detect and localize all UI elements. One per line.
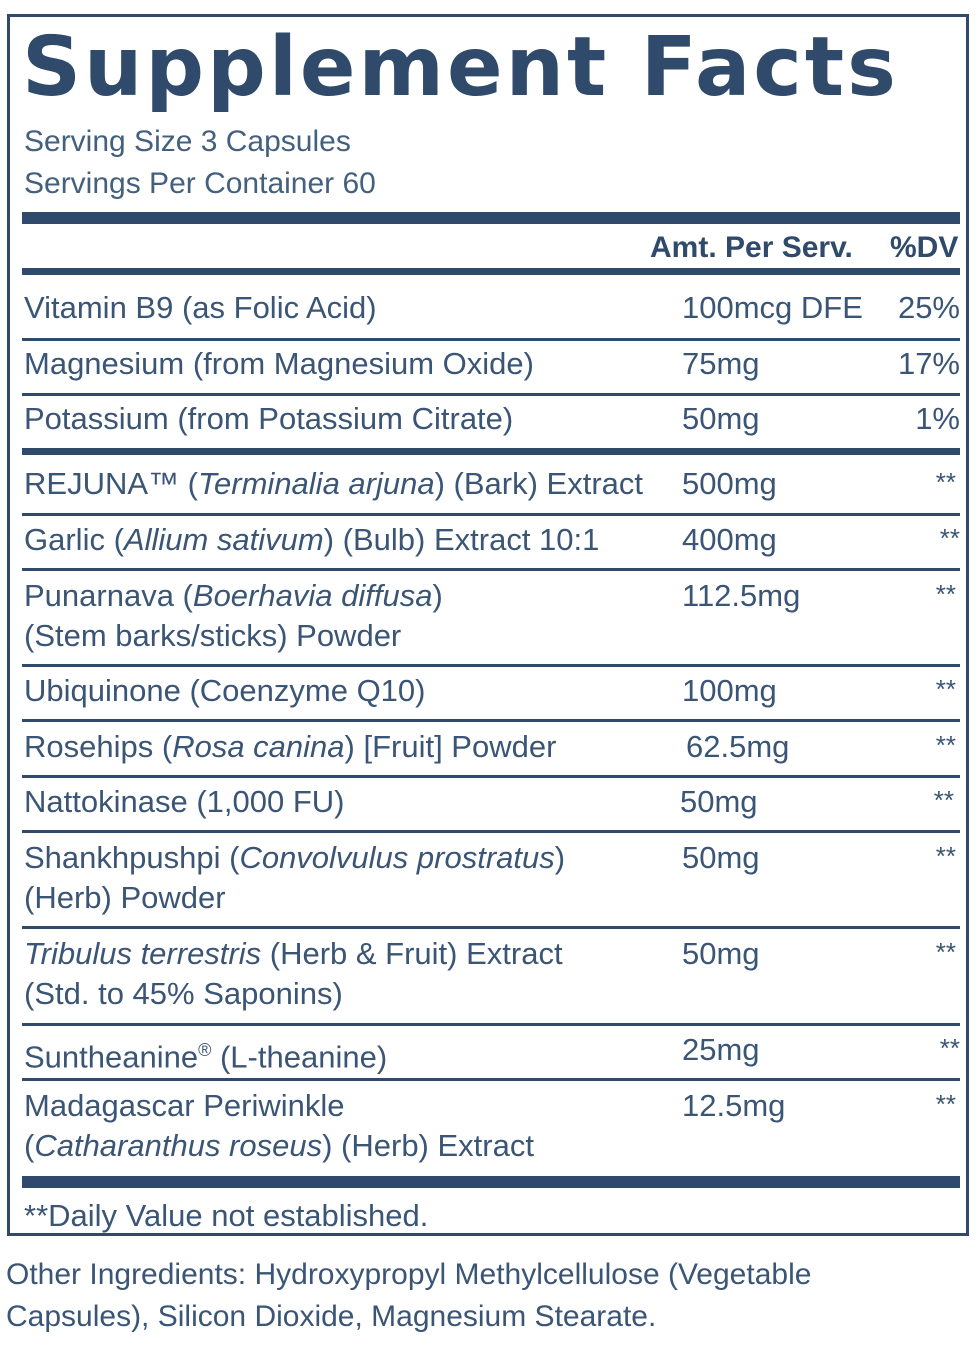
other-ingredients: Other Ingredients: Hydroxypropyl Methylcellulose (Vegetable [6,1258,812,1291]
ingredient-amount: 50mg [680,784,758,819]
column-header-amount: Amt. Per Serv. [650,231,853,264]
ingredient-name: Rosehips (Rosa canina) [Fruit] Powder [24,729,557,764]
divider-thick [22,1176,960,1188]
row-divider [22,830,960,833]
ingredient-amount: 62.5mg [686,729,790,764]
nutrient-amount: 100mcg DFE [682,290,863,325]
nutrient-amount: 50mg [682,401,760,436]
ingredient-dv: ** [935,467,956,497]
ingredient-amount: 12.5mg [682,1088,786,1123]
ingredient-dv: ** [935,841,956,871]
divider-medium [22,268,960,275]
row-divider [22,568,960,571]
ingredient-name: Nattokinase (1,000 FU) [24,784,345,819]
nutrient-name: Potassium (from Potassium Citrate) [24,401,514,436]
row-divider [22,338,960,341]
row-divider [22,1078,960,1081]
ingredient-dv: ** [939,1033,960,1063]
divider-medium [22,448,960,455]
ingredient-name: Punarnava (Boerhavia diffusa) [24,578,443,613]
ingredient-name: Ubiquinone (Coenzyme Q10) [24,673,426,708]
nutrient-amount: 75mg [682,346,760,381]
nutrient-dv: 17% [897,346,960,381]
ingredient-dv: ** [935,730,956,760]
ingredient-name: Suntheanine® (L-theanine) [24,1039,388,1075]
ingredient-name: Shankhpushpi (Convolvulus prostratus) [24,840,566,875]
ingredient-name: REJUNA™ (Terminalia arjuna) (Bark) Extract [24,466,644,501]
row-divider [22,775,960,778]
footnote: **Daily Value not established. [24,1198,429,1233]
column-header-dv: %DV [890,231,959,264]
ingredient-name-line2: (Stem barks/sticks) Powder [24,618,402,653]
ingredient-amount: 25mg [682,1032,760,1067]
other-ingredients-line2: Capsules), Silicon Dioxide, Magnesium Stearate. [6,1300,657,1333]
row-divider [22,719,960,722]
ingredient-dv: ** [933,785,954,815]
ingredient-dv: ** [935,1089,956,1119]
ingredient-amount: 50mg [682,936,760,971]
ingredient-amount: 500mg [682,466,777,501]
row-divider [22,926,960,929]
ingredient-name: Garlic (Allium sativum) (Bulb) Extract 10:1 [24,522,600,557]
row-divider [22,1023,960,1026]
ingredient-amount: 100mg [682,673,777,708]
ingredient-name-line2: (Herb) Powder [24,880,226,915]
ingredient-name: Tribulus terrestris (Herb & Fruit) Extract [24,936,563,971]
ingredient-dv: ** [939,523,960,553]
serving-size: Serving Size 3 Capsules [24,125,351,158]
row-divider [22,393,960,396]
ingredient-name: Madagascar Periwinkle [24,1088,345,1123]
ingredient-amount: 400mg [682,522,777,557]
row-divider [22,513,960,516]
ingredient-amount: 112.5mg [682,578,801,613]
ingredient-dv: ** [935,674,956,704]
nutrient-name: Magnesium (from Magnesium Oxide) [24,346,534,381]
ingredient-dv: ** [935,579,956,609]
ingredient-dv: ** [935,937,956,967]
divider-thick [22,212,960,224]
ingredient-amount: 50mg [682,840,760,875]
nutrient-dv: 1% [915,401,960,436]
ingredient-name-line2: (Std. to 45% Saponins) [24,976,343,1011]
row-divider [22,664,960,667]
ingredient-name-line2: (Catharanthus roseus) (Herb) Extract [24,1128,534,1163]
nutrient-name: Vitamin B9 (as Folic Acid) [24,290,377,325]
nutrient-dv: 25% [897,290,960,325]
servings-per-container: Servings Per Container 60 [24,167,376,200]
panel-title: Supplement Facts [22,20,899,115]
